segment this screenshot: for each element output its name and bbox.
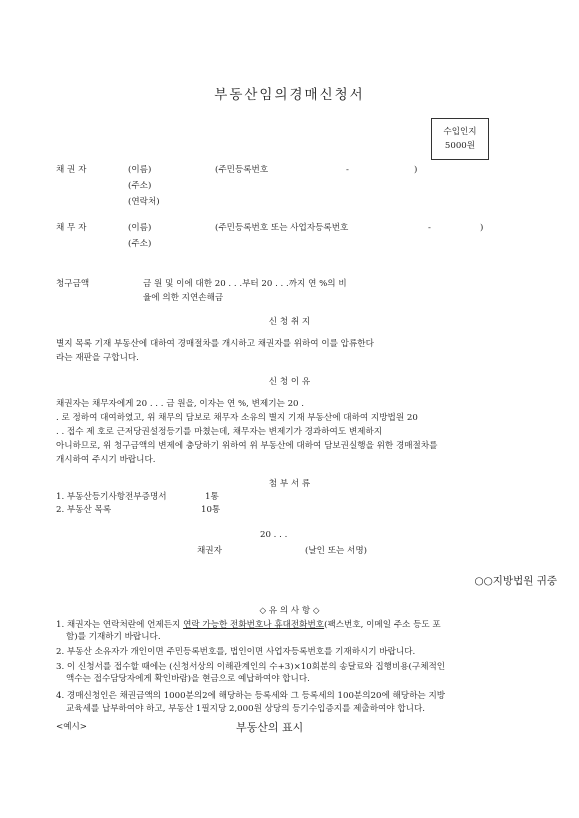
debtor-name-field: (이름): [128, 223, 152, 233]
note-1-text-a: 1. 채권자는 연락처란에 언제든지: [56, 620, 184, 630]
note-1-text-b: (팩스번호, 이메일 주소 등도 포: [324, 620, 441, 630]
creditor-id-field: (주민등록번호: [215, 165, 269, 175]
attachment-item-1: 1. 부동산등기사항전부증명서: [56, 492, 167, 502]
date-line: 20 . . .: [260, 530, 288, 540]
note-1-cont: 함)를 기재하기 바랍니다.: [66, 632, 161, 642]
debtor-label: 채 무 자: [56, 223, 87, 233]
reason-heading: 신 청 이 유: [268, 377, 311, 387]
attachment-item-1-qty: 1통: [205, 492, 219, 502]
court-addressee: ○○지방법원 귀중: [474, 575, 557, 587]
stamp-amount: 5000원: [444, 141, 476, 151]
attachment-item-2-qty: 10통: [201, 505, 221, 515]
debtor-address-field: (주소): [128, 239, 152, 249]
reason-text-line3: . . 접수 제 호로 근저당권설정등기를 마쳤는데, 채무자는 변제기가 경과하여도 변제하지: [56, 427, 383, 437]
note-2: 2. 부동산 소유자가 개인이면 주민등록번호를, 법인이면 사업자등록번호를 기재하시기 바랍니다.: [56, 647, 416, 657]
reason-text-line4: 아니하므로, 위 청구금액의 변제에 충당하기 위하여 위 부동산에 대하여 담보권실행을 위한 경매절차를: [56, 441, 438, 451]
note-1: [56, 619, 441, 631]
purpose-text-line1: 별지 목록 기재 부동산에 대하여 경매절차를 개시하고 채권자를 위하여 이를 압류한다: [56, 339, 374, 349]
reason-text-line5: 개시하여 주시기 바랍니다.: [56, 455, 156, 465]
creditor-contact-field: (연락처): [128, 197, 160, 207]
creditor-address-field: (주소): [128, 181, 152, 191]
creditor-label: 채 권 자: [56, 165, 87, 175]
purpose-heading: 신 청 취 지: [268, 317, 311, 327]
notes-heading: ◇ 유 의 사 항 ◇: [259, 606, 320, 616]
stamp-label: 수입인지: [443, 127, 477, 137]
creditor-name-field: (이름): [128, 165, 152, 175]
creditor-id-close: ): [414, 165, 418, 175]
debtor-id-dash: -: [428, 223, 431, 233]
purpose-text-line2: 라는 재판을 구합니다.: [56, 353, 139, 363]
note-3: 3. 이 신청서를 접수할 때에는 (신청서상의 이해관계인의 수+3)×10회분의 송달료와 집행비용(구체적인: [56, 662, 446, 672]
debtor-id-field: (주민등록번호 또는 사업자등록번호: [215, 223, 349, 233]
example-title: 부동산의 표시: [236, 721, 304, 734]
attachments-heading: 첨 부 서 류: [268, 479, 311, 489]
debtor-id-close: ): [480, 223, 484, 233]
creditor-id-dash: -: [346, 165, 349, 175]
claim-label: 청구금액: [56, 279, 90, 289]
page-title: 부동산임의경매신청서: [214, 87, 365, 103]
claim-interest-line: 율에 의한 지연손해금: [143, 293, 224, 303]
note-4-cont: 교육세를 납부하여야 하고, 부동산 1필지당 2,000원 상당의 등기수입증지를 제출하여야 합니다.: [66, 704, 425, 714]
note-3-cont: 액수는 접수담당자에게 확인바람)을 현금으로 예납하여야 합니다.: [66, 674, 310, 684]
reason-text-line1: 채권자는 채무자에게 20 . . . 금 원을, 이자는 연 %, 변제기는 20 .: [56, 399, 304, 409]
revenue-stamp-box: [431, 118, 489, 160]
note-1-underlined: 연락 가능한 전화번호나 휴대전화번호: [183, 620, 325, 630]
note-4: 4. 경매신청인은 채권금액의 1000분의2에 해당하는 등록세와 그 등록세의 100분의20에 해당하는 지방: [56, 691, 446, 701]
claim-amount-line: 금 원 및 이에 대한 20 . . .부터 20 . . .까지 연 %의 비: [143, 279, 347, 289]
example-label: <예시>: [56, 722, 88, 732]
signature-label: 채권자: [197, 546, 222, 556]
signature-note: (날인 또는 서명): [305, 546, 367, 556]
reason-text-line2: . 로 정하여 대여하였고, 위 채무의 담보로 채무자 소유의 별지 기재 부동산에 대하여 지방법원 20: [56, 413, 418, 423]
attachment-item-2: 2. 부동산 목록: [56, 505, 112, 515]
